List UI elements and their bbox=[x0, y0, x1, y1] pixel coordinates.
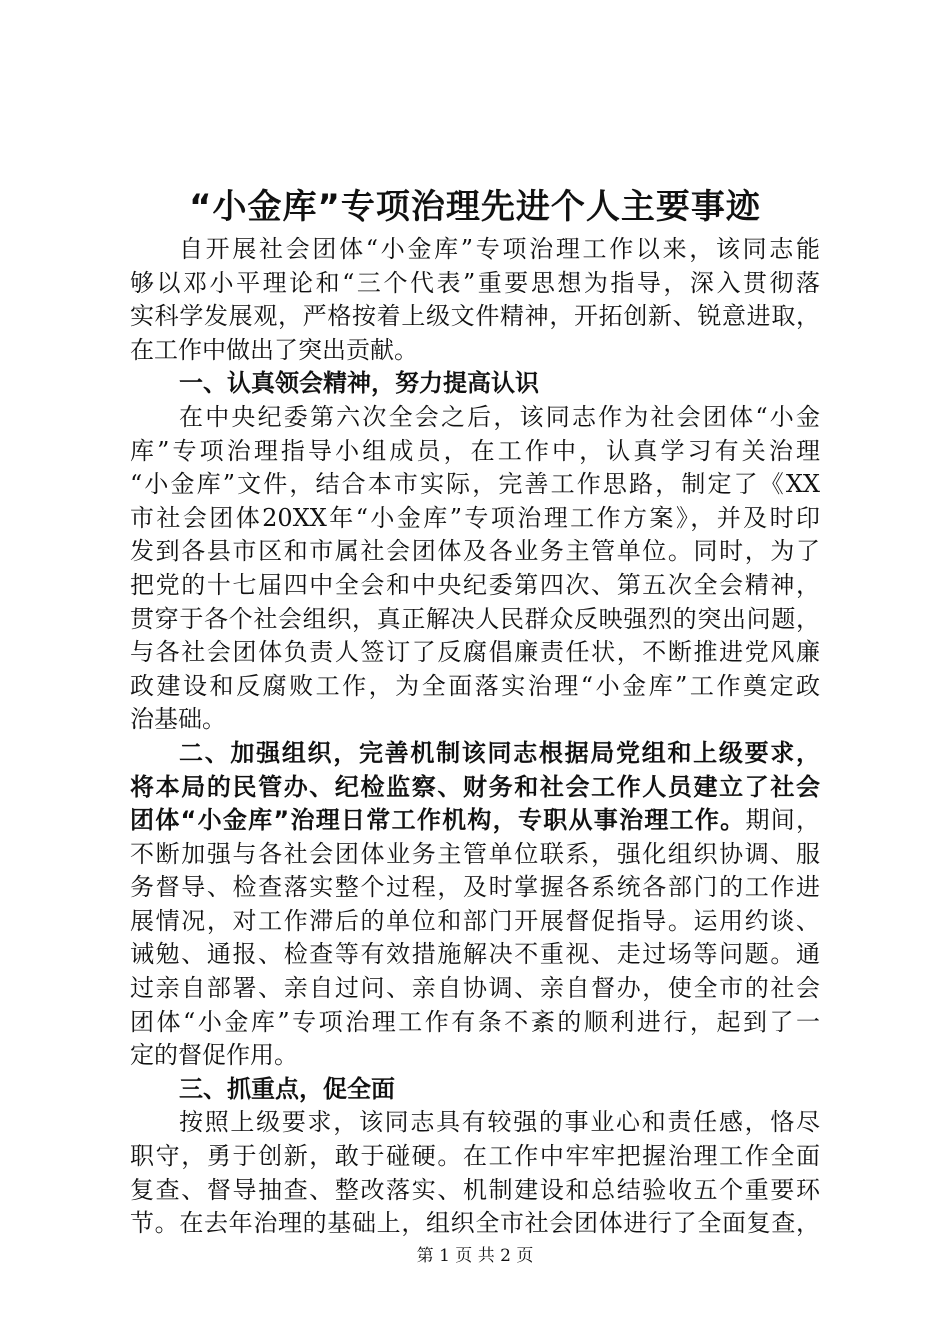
section-heading-line: 将本局的民管办、纪检监察、财务和社会工作人员建立了社会 bbox=[130, 772, 820, 801]
document-body bbox=[130, 233, 820, 1241]
paragraph-line: 政建设和反腐败工作，为全面落实治理“小金库”工作奠定政 bbox=[130, 671, 820, 700]
paragraph-line: 够以邓小平理论和“三个代表”重要思想为指导，深入贯彻落 bbox=[130, 268, 820, 297]
paragraph-line: 复查、督导抽查、整改落实、机制建设和总结验收五个重要环 bbox=[130, 1175, 820, 1204]
paragraph-line: 库”专项治理指导小组成员，在工作中，认真学习有关治理 bbox=[130, 436, 820, 465]
paragraph-line: 过亲自部署、亲自过问、亲自协调、亲自督办，使全市的社会 bbox=[130, 974, 820, 1003]
paragraph-line: 团体“小金库”专项治理工作有条不紊的顺利进行，起到了一 bbox=[130, 1007, 820, 1036]
paragraph-line: 职守，勇于创新，敢于碰硬。在工作中牢牢把握治理工作全面 bbox=[130, 1142, 820, 1171]
paragraph-line: “小金库”文件，结合本市实际，完善工作思路，制定了《XX bbox=[130, 470, 820, 499]
paragraph-text: 期间， bbox=[745, 806, 821, 835]
paragraph-line: 务督导、检查落实整个过程，及时掌握各系统各部门的工作进 bbox=[130, 873, 820, 902]
section-heading-line bbox=[130, 804, 820, 838]
page-footer: 第 1 页 共 2 页 bbox=[416, 1246, 534, 1266]
paragraph-line: 市社会团体20XX年“小金库”专项治理工作方案》，并及时印 bbox=[130, 503, 820, 532]
document-title: “小金库”专项治理先进个人主要事迹 bbox=[189, 187, 761, 227]
paragraph-line: 在中央纪委第六次全会之后，该同志作为社会团体“小金 bbox=[179, 402, 820, 431]
paragraph-line: 贯穿于各个社会组织，真正解决人民群众反映强烈的突出问题， bbox=[130, 604, 820, 633]
paragraph-line: 自开展社会团体“小金库”专项治理工作以来，该同志能 bbox=[179, 235, 820, 263]
paragraph-line: 实科学发展观，严格按着上级文件精神，开拓创新、锐意进取， bbox=[130, 302, 820, 331]
paragraph-line: 不断加强与各社会团体业务主管单位联系，强化组织协调、服 bbox=[130, 839, 820, 868]
section-heading-2: 二、加强组织，完善机制该同志根据局党组和上级要求， bbox=[179, 738, 820, 767]
paragraph-line: 按照上级要求，该同志具有较强的事业心和责任感，恪尽 bbox=[179, 1108, 820, 1137]
paragraph-line: 发到各县市区和市属社会团体及各业务主管单位。同时，为了 bbox=[130, 537, 820, 566]
paragraph-line: 诫勉、通报、检查等有效措施解决不重视、走过场等问题。通 bbox=[130, 940, 820, 969]
paragraph-line: 定的督促作用。 bbox=[130, 1041, 298, 1070]
paragraph-line: 治基础。 bbox=[130, 705, 226, 734]
paragraph-line: 展情况，对工作滞后的单位和部门开展督促指导。运用约谈、 bbox=[130, 906, 820, 935]
paragraph-line: 在工作中做出了突出贡献。 bbox=[130, 335, 418, 364]
section-heading-1: 一、认真领会精神，努力提高认识 bbox=[179, 369, 539, 398]
paragraph-line: 把党的十七届四中全会和中央纪委第四次、第五次全会精神， bbox=[130, 570, 820, 599]
section-heading-3: 三、抓重点，促全面 bbox=[179, 1074, 395, 1103]
paragraph-line: 节。在去年治理的基础上，组织全市社会团体进行了全面复查， bbox=[130, 1209, 820, 1238]
section-heading-tail: 团体“小金库”治理日常工作机构，专职从事治理工作。 bbox=[130, 806, 746, 835]
paragraph-line: 与各社会团体负责人签订了反腐倡廉责任状，不断推进党风廉 bbox=[130, 638, 820, 667]
